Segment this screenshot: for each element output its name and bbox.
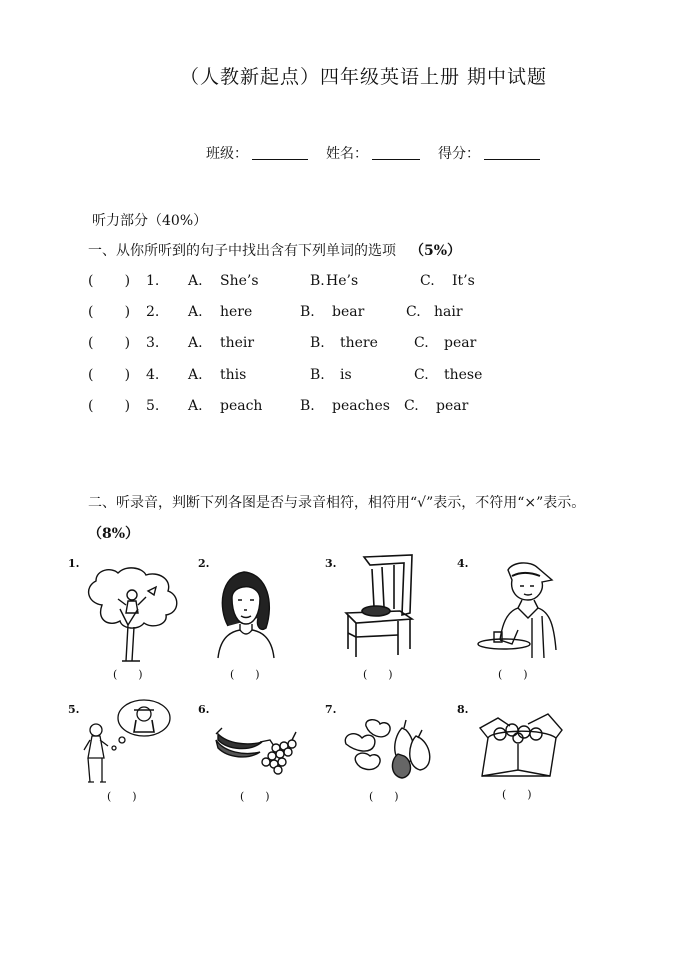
section2-points: （8%）	[88, 526, 140, 542]
option-c-label: C.	[404, 398, 419, 414]
question-number: 2.	[146, 304, 160, 320]
peanuts-and-pears-icon	[342, 718, 436, 784]
answer-blank[interactable]: ( )	[113, 668, 143, 681]
picture-number: 7.	[325, 703, 337, 716]
name-blank[interactable]	[372, 158, 420, 160]
class-blank[interactable]	[252, 158, 308, 160]
answer-blank[interactable]: ( )	[230, 668, 260, 681]
option-a-label: A.	[188, 304, 203, 320]
question-number: 3.	[146, 335, 160, 351]
option-c: these	[444, 367, 483, 383]
answer-paren[interactable]: ( )	[88, 335, 131, 351]
option-b-label: B.	[310, 335, 325, 351]
listening-header: 听力部分（40%）	[92, 213, 208, 229]
picture-number: 5.	[68, 703, 80, 716]
option-c: hair	[434, 304, 463, 320]
chair-with-fruit-icon	[340, 553, 416, 661]
answer-blank[interactable]: ( )	[107, 790, 137, 803]
question-row	[88, 273, 608, 293]
answer-blank[interactable]: ( )	[369, 790, 399, 803]
picture-number: 2.	[198, 557, 210, 570]
option-b-label: B.	[300, 398, 315, 414]
question-number: 4.	[146, 367, 160, 383]
score-field	[438, 143, 540, 163]
option-a-label: A.	[188, 335, 203, 351]
question-number: 1.	[146, 273, 160, 289]
option-b-label: B.	[310, 273, 325, 289]
woman-with-tray-icon	[472, 560, 560, 662]
option-c: pear	[436, 398, 469, 414]
option-c: pear	[444, 335, 477, 351]
option-c-label: C.	[414, 367, 429, 383]
student-info	[206, 143, 558, 163]
picture-number: 1.	[68, 557, 80, 570]
answer-blank[interactable]: ( )	[502, 788, 532, 801]
picture-number: 3.	[325, 557, 337, 570]
option-a-label: A.	[188, 398, 203, 414]
option-c-label: C.	[406, 304, 421, 320]
question-row	[88, 335, 608, 355]
class-label: 班级：	[206, 146, 248, 162]
score-blank[interactable]	[484, 158, 540, 160]
picture-number: 4.	[457, 557, 469, 570]
picture-number: 6.	[198, 703, 210, 716]
answer-paren[interactable]: ( )	[88, 367, 131, 383]
option-c-label: C.	[420, 273, 435, 289]
bananas-and-grapes-icon	[214, 722, 300, 780]
answer-paren[interactable]: ( )	[88, 273, 131, 289]
answer-blank[interactable]: ( )	[363, 668, 393, 681]
answer-paren[interactable]: ( )	[88, 304, 131, 320]
answer-paren[interactable]: ( )	[88, 398, 131, 414]
section1-points: （5%）	[410, 243, 462, 259]
option-a-label: A.	[188, 273, 203, 289]
option-b: is	[340, 367, 352, 383]
option-a: She’s	[220, 273, 259, 289]
answer-blank[interactable]: ( )	[240, 790, 270, 803]
option-b: He’s	[326, 273, 359, 289]
option-b: bear	[332, 304, 365, 320]
answer-blank[interactable]: ( )	[498, 668, 528, 681]
page-title: （人教新起点）四年级英语上册 期中试题	[179, 66, 548, 88]
option-a-label: A.	[188, 367, 203, 383]
boy-thinking-icon	[82, 698, 172, 788]
class-field	[206, 143, 308, 163]
question-row	[88, 367, 608, 387]
option-a: this	[220, 367, 247, 383]
option-c-label: C.	[414, 335, 429, 351]
score-label: 得分：	[438, 146, 480, 162]
name-field	[326, 143, 420, 163]
tree-with-child-icon	[82, 565, 184, 665]
option-b-label: B.	[310, 367, 325, 383]
section1-heading	[88, 240, 461, 260]
section2-heading: 二、听录音，判断下列各图是否与录音相符，相符用“√”表示，不符用“×”表示。	[88, 495, 586, 511]
question-row	[88, 398, 608, 418]
question-row	[88, 304, 608, 324]
bag-of-fruit-icon	[478, 710, 564, 782]
girl-long-hair-icon	[214, 568, 278, 664]
name-label: 姓名：	[326, 146, 368, 162]
question-number: 5.	[146, 398, 160, 414]
option-b: there	[340, 335, 378, 351]
option-b-label: B.	[300, 304, 315, 320]
section1-title: 一、从你所听到的句子中找出含有下列单词的选项	[88, 243, 396, 259]
option-a: their	[220, 335, 255, 351]
picture-number: 8.	[457, 703, 469, 716]
option-b: peaches	[332, 398, 390, 414]
option-a: peach	[220, 398, 263, 414]
option-c: It’s	[452, 273, 475, 289]
option-a: here	[220, 304, 253, 320]
